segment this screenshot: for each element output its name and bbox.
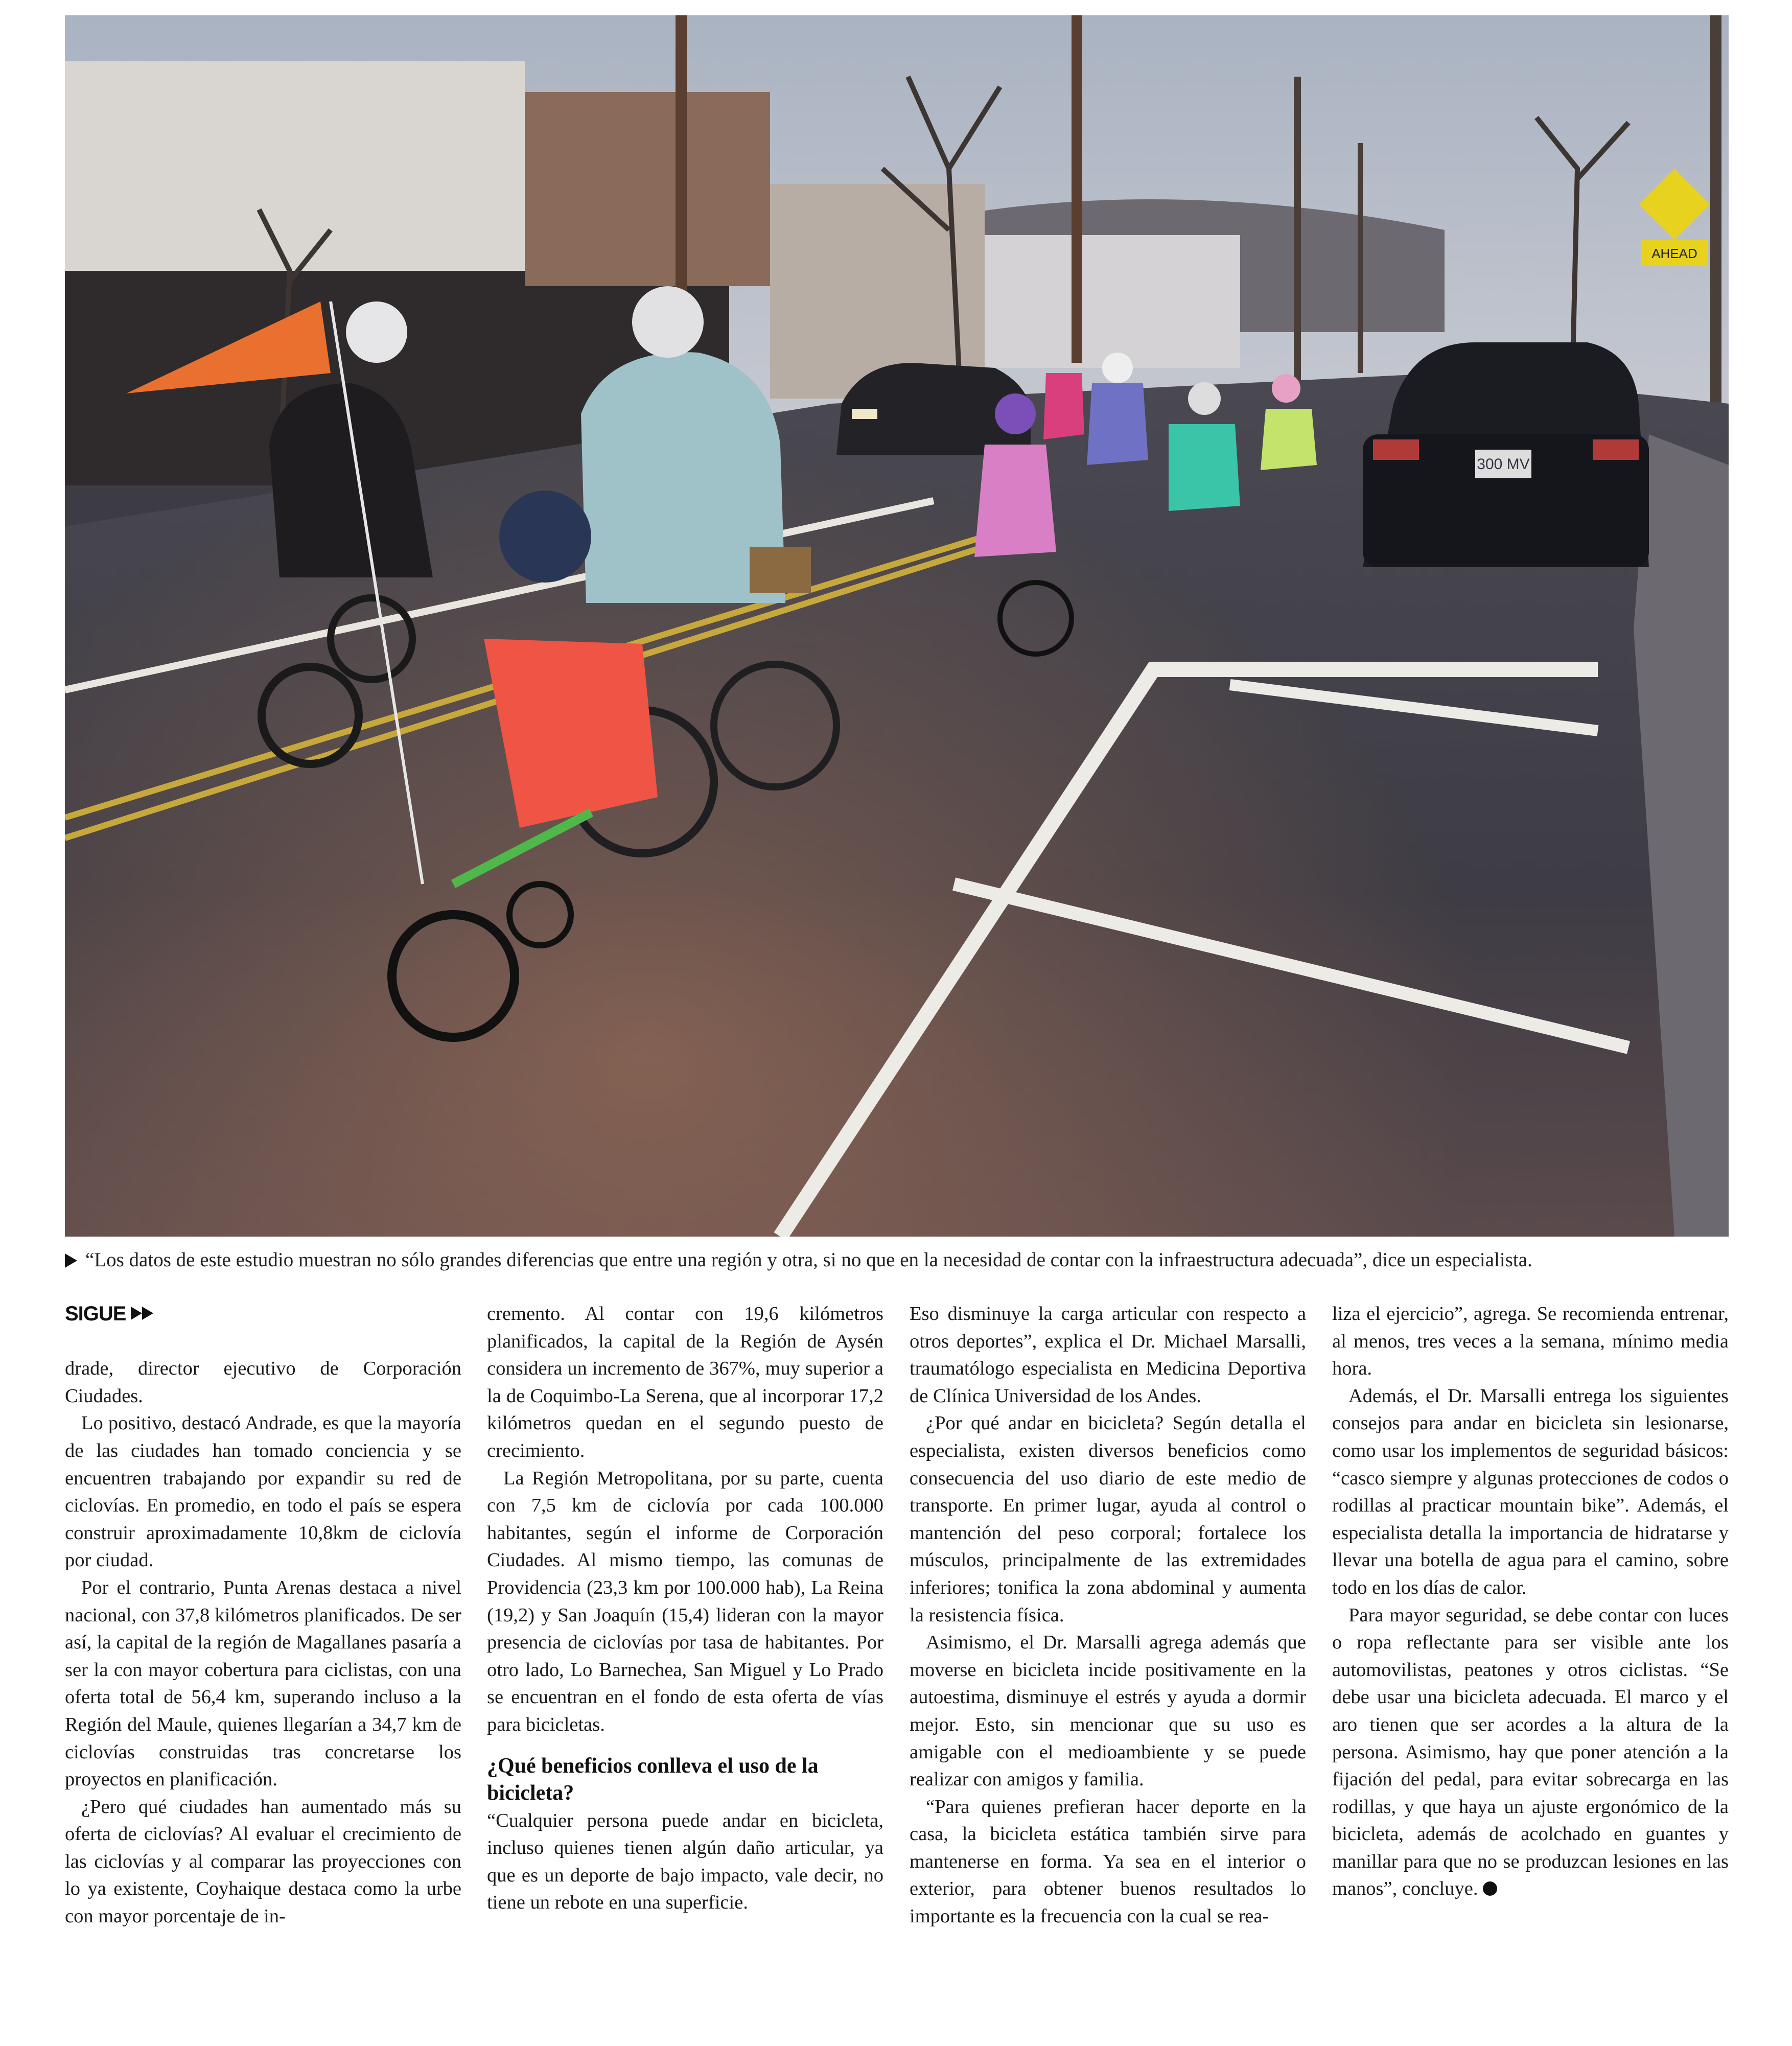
photo-caption [65,1246,1729,1274]
paragraph: Asimismo, el Dr. Marsalli agrega además que moverse en bicicleta incide positivamente en la autoestima, disminuye el estrés y ayuda a dormir mejor. Esto, sin mencionar que su uso es amigable con el medioambiente y se puede realizar con amigos y familia. [910,1632,1306,1791]
paragraph: La Región Metropolitana, por su parte, cuenta con 7,5 km de ciclovía por cada 100.000 habitantes, según el informe de Corporación Ciudades. Al mismo tiempo, las comunas de Providencia (23,3 km por 100.000 hab), La Reina (19,2) y San Joaquín (15,4) lideran con la mayor presencia de ciclovías por tasa de habitantes. Por otro lado, Lo Barnechea, San Miguel y Lo Prado se encuentran en el fondo de esta oferta de vías para bicicletas. [487,1467,883,1735]
play-arrow-icon [131,1307,142,1320]
section-subheading: ¿Qué beneficios conlleva el uso de la bicicleta? [487,1754,819,1805]
continued-label: SIGUE [65,1303,126,1325]
paragraph: Además, el Dr. Marsalli entrega los siguientes consejos para andar en bicicleta sin lesionarse, como usar los implementos de seguridad básicos: “casco siempre y algunas protecciones de codos o rodillas al practicar mountain bike”. Además, el especialista detalla la importancia de hidratarse y llevar una botella de agua para el camino, sobre todo en los días de calor. [1332,1385,1729,1598]
article-column-2 [487,1300,883,1917]
cyclists-street-photo [65,15,1729,1237]
sign-text: AHEAD [1651,246,1697,261]
paragraph-text: Para mayor seguridad, se debe contar con luces o ropa reflectante para ser visible ante los automovilistas, peatones y otros ciclistas. “Se debe usar una bicicleta adecuada. El marco y el aro tienen que ser acordes a la altura de la persona. Asimismo, hay que poner atención a la fijación del pedal, para evitar sobrecarga en las rodillas, y que haya un ajuste ergonómico de la bicicleta, además de acolchado en guantes y manillar para que no se produzcan lesiones en las manos”, concluye. [1332,1604,1729,1900]
paragraph: ¿Pero qué ciudades han aumentado más su oferta de ciclovías? Al evaluar el crecimiento de las ciclovías y al comparar las proyecciones con lo ya existente, Coyhaique destaca como la urbe con mayor porcentaje de in- [65,1796,461,1927]
continued-marker [65,1300,461,1328]
paragraph: liza el ejercicio”, agrega. Se recomienda entrenar, al menos, tres veces a la semana, mínimo media hora. [1332,1303,1729,1380]
play-arrow-icon [142,1307,153,1320]
paragraph [1332,1602,1729,1903]
caption-text: “Los datos de este estudio muestran no sólo grandes diferencias que entre una región y otra, si no que en la necesidad de contar con la infraestructura adecuada”, dice un especialista. [85,1249,1532,1271]
article-column-3 [910,1300,1306,1931]
paragraph: cremento. Al contar con 19,6 kilómetros planificados, la capital de la Región de Aysén considera un incremento de 367%, muy superior a la de Coquimbo-La Serena, que al incorporar 17,2 kilómetros quedan en el segundo puesto de crecimiento. [487,1303,883,1461]
paragraph: “Para quienes prefieran hacer deporte en la casa, la bicicleta estática también sirve para mantenerse en forma. Ya sea en el interior o exterior, para obtener buenos resultados lo importante es la frecuencia con la cual se rea- [910,1796,1306,1927]
paragraph: ¿Por qué andar en bicicleta? Según detalla el especialista, existen diversos beneficios como consecuencia del uso diario de este medio de transporte. En primer lugar, ayuda al control o mantención del peso corporal; fortalece los músculos, principalmente de las extremidades inferiores; tonifica la zona abdominal y aumenta la resistencia física. [910,1412,1306,1626]
paragraph: Por el contrario, Punta Arenas destaca a nivel nacional, con 37,8 kilómetros planificados. De ser así, la capital de la región de Magallanes pasaría a ser la con mayor cobertura para ciclistas, con una oferta total de 56,4 km, superando incluso a la Región del Maule, quienes llegarían a 34,7 km de ciclovías construidas tras concretarse los proyectos en planificación. [65,1576,461,1791]
paragraph: Lo positivo, destacó Andrade, es que la mayoría de las ciudades han tomado conciencia y se encuentren trabajando por expandir su red de ciclovías. En promedio, en todo el país se espera construir aproximadamente 10,8km de ciclovía por ciudad. [65,1412,461,1571]
paragraph: “Cualquier persona puede andar en bicicleta, incluso quienes tienen algún daño articular, ya que es un deporte de bajo impacto, vale decir, no tiene un rebote en una superficie. [487,1809,883,1914]
license-plate-text: 300 MV [1477,456,1530,473]
paragraph: Eso disminuye la carga articular con respecto a otros deportes”, explica el Dr. Michael Marsalli, traumatólogo especialista en Medicina Deportiva de Clínica Universidad de los Andes. [910,1303,1306,1407]
caption-arrow-icon [65,1253,77,1268]
paragraph: drade, director ejecutivo de Corporación Ciudades. [65,1358,461,1407]
article-column-1 [65,1300,461,1931]
article-column-4 [1332,1300,1729,1903]
article-photo [65,15,1729,1237]
end-of-article-icon [1483,1881,1497,1896]
